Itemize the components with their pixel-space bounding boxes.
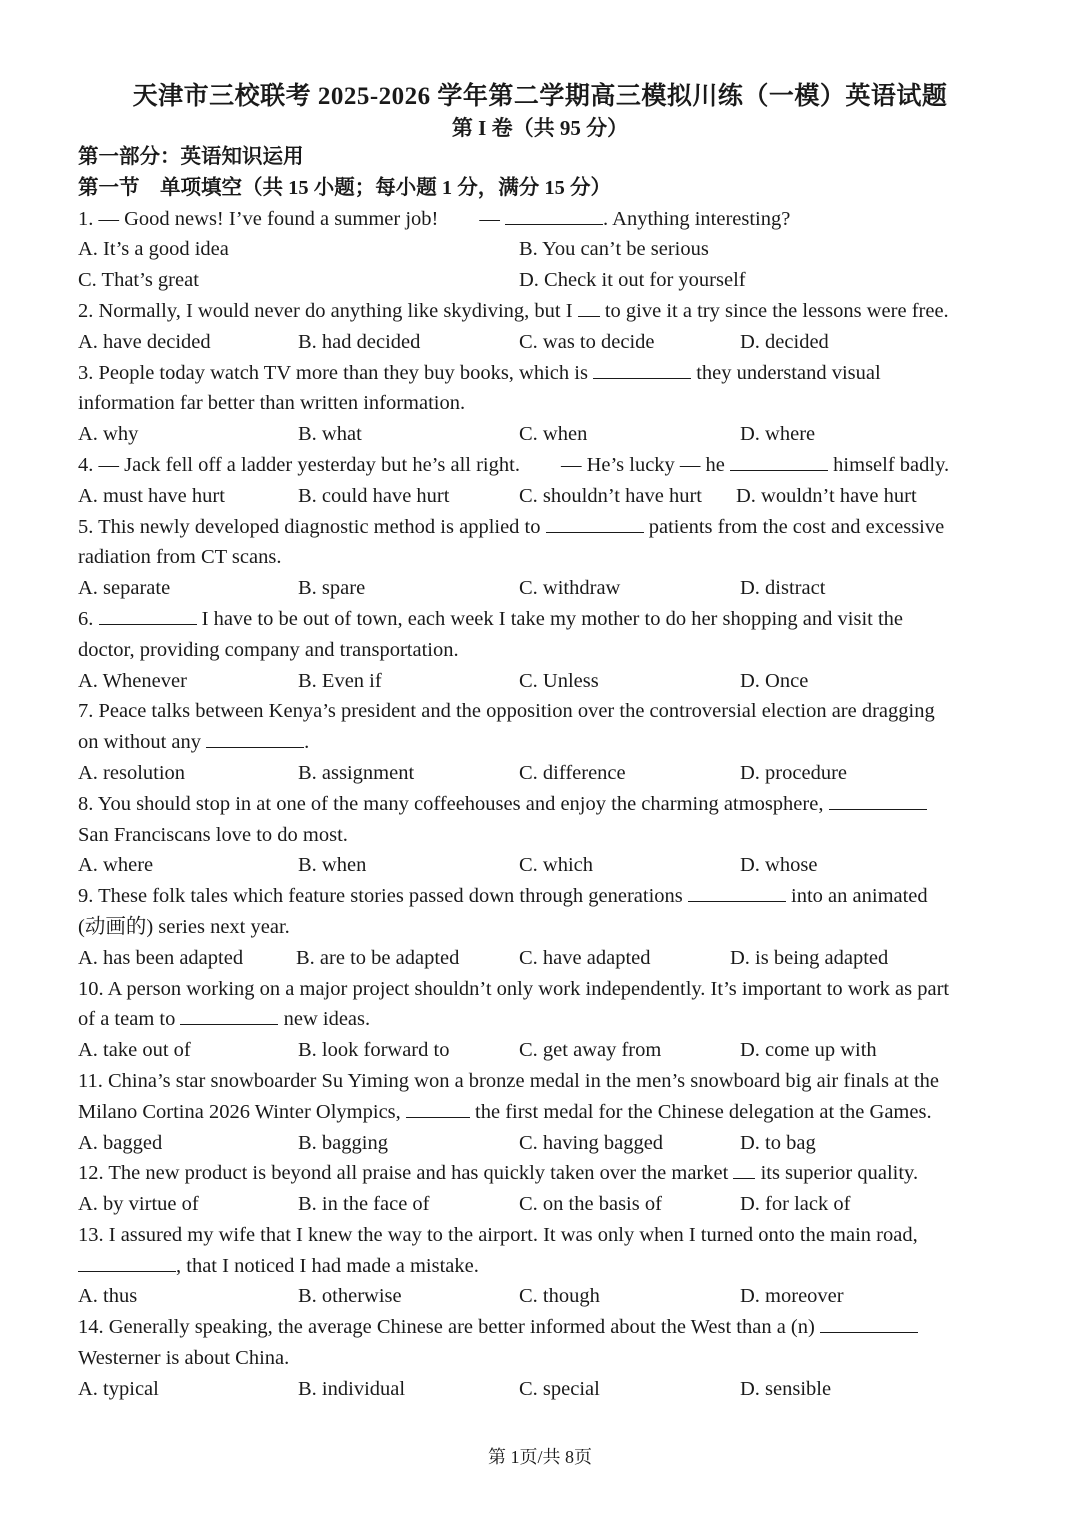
option-a: A. take out of xyxy=(78,1039,191,1062)
question-11-line xyxy=(78,1066,1018,1097)
option-b: B. spare xyxy=(298,577,366,600)
question-13-line xyxy=(78,1251,1018,1282)
option-row xyxy=(78,234,1018,265)
question-text: 1. — Good news! I’ve found a summer job! — xyxy=(78,207,506,230)
option-b: B. what xyxy=(298,423,362,446)
option-a: A. Whenever xyxy=(78,669,187,692)
option-d: D. procedure xyxy=(740,761,848,784)
question-text: San Franciscans love to do most. xyxy=(78,823,348,846)
option-row xyxy=(78,758,1018,789)
question-text: 4. — Jack fell off a ladder yesterday but he’s all right. — He’s lucky — he xyxy=(78,453,731,476)
question-6-line xyxy=(78,604,1018,635)
option-row xyxy=(78,1189,1018,1220)
question-8-line xyxy=(78,789,1018,820)
question-text: (动画的) series next year. xyxy=(78,915,290,938)
answer-blank xyxy=(820,1314,918,1333)
question-9-line xyxy=(78,912,1018,943)
option-row xyxy=(78,850,1018,881)
option-b: B. could have hurt xyxy=(298,484,450,507)
question-7-line xyxy=(78,696,1018,727)
option-b: B. otherwise xyxy=(298,1285,402,1308)
section-heading: 第一节 单项填空（共 15 小题；每小题 1 分，满分 15 分） xyxy=(78,176,611,199)
option-row xyxy=(78,666,1018,697)
question-2-line xyxy=(78,296,1018,327)
option-a: A. where xyxy=(78,854,154,877)
option-b: B. are to be adapted xyxy=(296,946,460,969)
question-7-line xyxy=(78,727,1018,758)
option-d: D. sensible xyxy=(740,1377,832,1400)
question-text: patients from the cost and excessive xyxy=(643,515,945,538)
question-text: . Anything interesting? xyxy=(603,207,791,230)
question-13-line xyxy=(78,1220,1018,1251)
question-text: 2. Normally, I would never do anything like skydiving, but I xyxy=(78,299,578,322)
option-row xyxy=(78,1281,1018,1312)
option-d: D. whose xyxy=(740,854,818,877)
question-text: 8. You should stop in at one of the many coffeehouses and enjoy the charming atmosphere, xyxy=(78,792,829,815)
answer-blank xyxy=(505,206,603,225)
option-b: B. bagging xyxy=(298,1131,388,1154)
question-text: 6. xyxy=(78,607,99,630)
option-c: C. get away from xyxy=(519,1039,662,1062)
option-c: C. withdraw xyxy=(519,577,621,600)
option-a: A. bagged xyxy=(78,1131,163,1154)
question-text: 3. People today watch TV more than they buy books, which is xyxy=(78,361,594,384)
option-a: A. must have hurt xyxy=(78,484,225,507)
question-10-line xyxy=(78,974,1018,1005)
option-row xyxy=(78,327,1018,358)
question-4-line xyxy=(78,450,1018,481)
option-d: D. to bag xyxy=(740,1131,816,1154)
question-8-line xyxy=(78,820,1018,851)
option-c: C. That’s great xyxy=(78,269,199,292)
option-d: D. Check it out for yourself xyxy=(519,269,746,292)
option-a: A. typical xyxy=(78,1377,159,1400)
question-text: they understand visual xyxy=(691,361,881,384)
question-text: 7. Peace talks between Kenya’s president and the opposition over the controversial election are dragging xyxy=(78,700,935,723)
question-text: , that I noticed I had made a mistake. xyxy=(176,1254,479,1277)
answer-blank xyxy=(206,729,304,748)
option-d: D. wouldn’t have hurt xyxy=(736,484,917,507)
option-d: D. Once xyxy=(740,669,809,692)
option-c: C. special xyxy=(519,1377,600,1400)
question-text: 10. A person working on a major project shouldn’t only work independently. It’s important to work as part xyxy=(78,977,950,1000)
option-a: A. have decided xyxy=(78,330,211,353)
option-c: C. was to decide xyxy=(519,330,655,353)
option-row xyxy=(78,1035,1018,1066)
question-14-line xyxy=(78,1343,1018,1374)
option-b: B. when xyxy=(298,854,367,877)
question-text: 14. Generally speaking, the average Chinese are better informed about the West than a (n) xyxy=(78,1316,820,1339)
option-d: D. come up with xyxy=(740,1039,877,1062)
option-d: D. where xyxy=(740,423,816,446)
option-d: D. decided xyxy=(740,330,829,353)
option-c: C. which xyxy=(519,854,594,877)
answer-blank xyxy=(78,1253,176,1272)
question-text: its superior quality. xyxy=(755,1162,919,1185)
question-11-line xyxy=(78,1097,1018,1128)
option-row xyxy=(78,265,1018,296)
question-text: Westerner is about China. xyxy=(78,1347,290,1370)
option-row xyxy=(78,419,1018,450)
option-c: C. have adapted xyxy=(519,946,651,969)
exam-title: 天津市三校联考 2025-2026 学年第二学期高三模拟川练（一模）英语试题 xyxy=(132,83,948,110)
option-b: B. look forward to xyxy=(298,1039,450,1062)
option-d: D. moreover xyxy=(740,1285,844,1308)
question-12-line xyxy=(78,1158,1018,1189)
question-text: doctor, providing company and transportation. xyxy=(78,638,459,661)
question-5-line xyxy=(78,542,1018,573)
question-text: on without any xyxy=(78,731,207,754)
answer-blank xyxy=(180,1006,278,1025)
option-c: C. difference xyxy=(519,761,626,784)
question-10-line xyxy=(78,1004,1018,1035)
page-number: 第 1页/共 8页 xyxy=(487,1447,592,1467)
answer-blank xyxy=(99,606,197,625)
question-3-line xyxy=(78,358,1018,389)
question-text: . xyxy=(304,731,310,754)
option-b: B. had decided xyxy=(298,330,421,353)
question-text: new ideas. xyxy=(278,1008,371,1031)
option-b: B. You can’t be serious xyxy=(519,238,709,261)
answer-blank xyxy=(730,452,828,471)
question-text: 13. I assured my wife that I knew the way to the airport. It was only when I turned onto the main road, xyxy=(78,1223,918,1246)
question-text: 9. These folk tales which feature stories passed down through generations xyxy=(78,885,688,908)
answer-blank xyxy=(829,791,927,810)
answer-blank xyxy=(546,514,644,533)
answer-blank xyxy=(406,1099,470,1118)
question-14-line xyxy=(78,1312,1018,1343)
answer-blank xyxy=(593,360,691,379)
option-row xyxy=(78,481,1018,512)
answer-blank xyxy=(578,298,600,317)
question-text: himself badly. xyxy=(828,453,950,476)
exam-subtitle: 第 I 卷（共 95 分） xyxy=(451,116,629,140)
option-d: D. for lack of xyxy=(740,1193,851,1216)
option-c: C. when xyxy=(519,423,588,446)
exam-content xyxy=(78,142,1018,1405)
option-a: A. by virtue of xyxy=(78,1193,199,1216)
question-text: I have to be out of town, each week I take my mother to do her shopping and visit the xyxy=(196,607,903,630)
question-text: into an animated xyxy=(785,885,928,908)
option-c: C. having bagged xyxy=(519,1131,664,1154)
question-text: 11. China’s star snowboarder Su Yiming won a bronze medal in the men’s snowboard big air finals at the xyxy=(78,1069,940,1092)
question-9-line xyxy=(78,881,1018,912)
question-1-line xyxy=(78,204,1018,235)
question-text: of a team to xyxy=(78,1008,181,1031)
option-c: C. Unless xyxy=(519,669,599,692)
answer-blank xyxy=(688,883,786,902)
option-a: A. It’s a good idea xyxy=(78,238,229,261)
question-6-line xyxy=(78,635,1018,666)
option-a: A. resolution xyxy=(78,761,186,784)
question-3-line xyxy=(78,388,1018,419)
option-d: D. distract xyxy=(740,577,826,600)
question-list xyxy=(78,204,1018,1405)
question-text: 5. This newly developed diagnostic method is applied to xyxy=(78,515,546,538)
question-text: to give it a try since the lessons were free. xyxy=(599,299,949,322)
option-b: B. Even if xyxy=(298,669,382,692)
option-d: D. is being adapted xyxy=(730,946,889,969)
question-5-line xyxy=(78,512,1018,543)
question-text: Milano Cortina 2026 Winter Olympics, xyxy=(78,1100,406,1123)
option-a: A. has been adapted xyxy=(78,946,244,969)
question-text: the first medal for the Chinese delegation at the Games. xyxy=(469,1100,932,1123)
option-b: B. individual xyxy=(298,1377,406,1400)
option-c: C. shouldn’t have hurt xyxy=(519,484,702,507)
option-a: A. why xyxy=(78,423,139,446)
answer-blank xyxy=(733,1160,755,1179)
option-row xyxy=(78,1128,1018,1159)
option-row xyxy=(78,943,1018,974)
part-heading: 第一部分：英语知识运用 xyxy=(78,146,304,168)
question-text: information far better than written information. xyxy=(78,392,466,415)
option-c: C. on the basis of xyxy=(519,1193,662,1216)
option-a: A. thus xyxy=(78,1285,138,1308)
option-a: A. separate xyxy=(78,577,171,600)
question-text: radiation from CT scans. xyxy=(78,546,282,569)
option-row xyxy=(78,573,1018,604)
question-text: 12. The new product is beyond all praise and has quickly taken over the market xyxy=(78,1162,734,1185)
option-c: C. though xyxy=(519,1285,600,1308)
option-b: B. assignment xyxy=(298,761,415,784)
option-row xyxy=(78,1374,1018,1405)
option-b: B. in the face of xyxy=(298,1193,430,1216)
